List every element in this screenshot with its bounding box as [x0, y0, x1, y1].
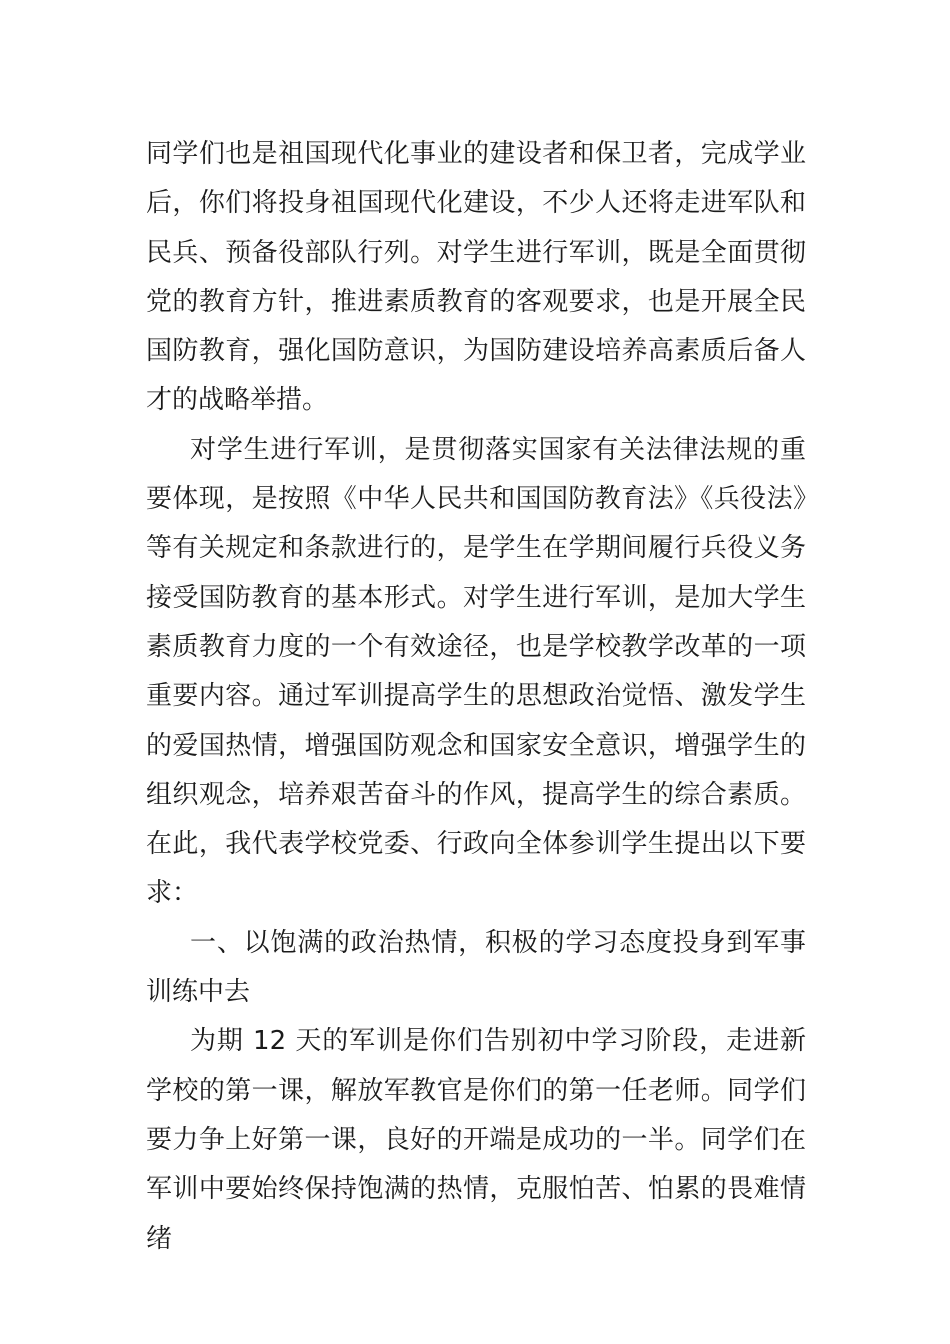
section-heading-1: 一、以饱满的政治热情，积极的学习态度投身到军事训练中去	[146, 927, 806, 1008]
document-body	[146, 130, 806, 1264]
paragraph-1: 同学们也是祖国现代化事业的建设者和保卫者，完成学业后，你们将投身祖国现代化建设，不少人还将走进军队和民兵、预备役部队行列。对学生进行军训，既是全面贯彻党的教育方针，推进素质教育的客观要求，也是开展全民国防教育，强化国防意识，为国防建设培养高素质后备人才的战略举措。	[146, 139, 806, 416]
paragraph-3: 为期 12 天的军训是你们告别初中学习阶段，走进新学校的第一课，解放军教官是你们的第一任老师。同学们要力争上好第一课，良好的开端是成功的一半。同学们在军训中要始终保持饱满的热情，克服怕苦、怕累的畏难情绪	[146, 1026, 806, 1254]
paragraph-2: 对学生进行军训，是贯彻落实国家有关法律法规的重要体现，是按照《中华人民共和国国防教育法》《兵役法》等有关规定和条款进行的，是学生在学期间履行兵役义务接受国防教育的基本形式。对学生进行军训，是加大学生素质教育力度的一个有效途径，也是学校教学改革的一项重要内容。通过军训提高学生的思想政治觉悟、激发学生的爱国热情，增强国防观念和国家安全意识，增强学生的组织观念，培养艰苦奋斗的作风，提高学生的综合素质。在此，我代表学校党委、行政向全体参训学生提出以下要求：	[146, 434, 806, 909]
